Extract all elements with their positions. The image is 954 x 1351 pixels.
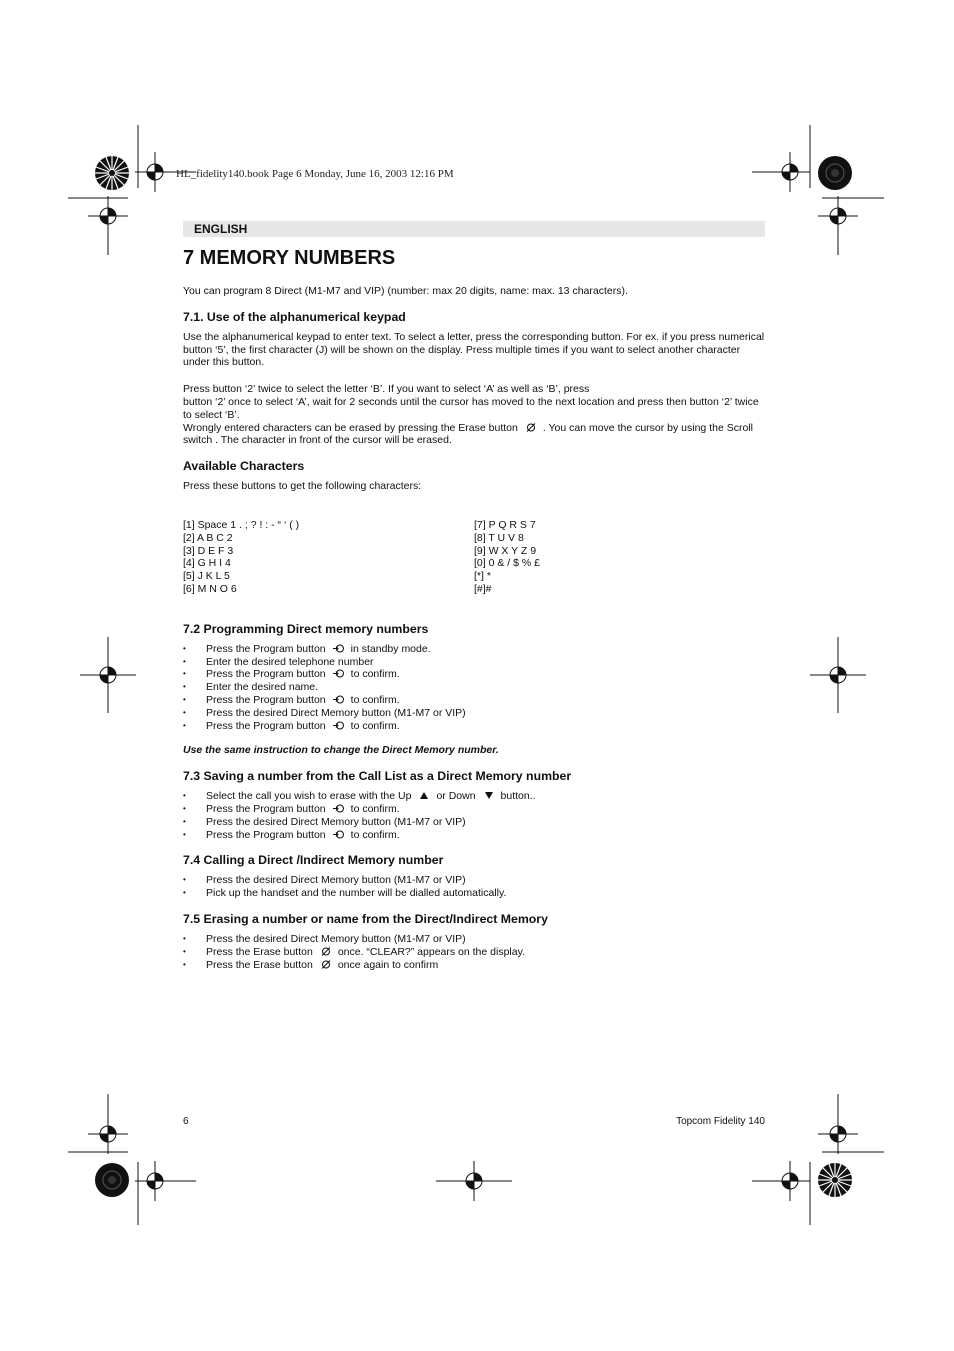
paragraph-select-b-line1: Press button ‘2’ twice to select the letter ‘B’. If you want to select ‘A’ as well as ‘B’, press bbox=[183, 383, 590, 396]
program-icon bbox=[332, 643, 346, 654]
up-arrow-icon bbox=[417, 790, 431, 801]
erase-text-a: Wrongly entered characters can be erased by pressing the Erase button bbox=[183, 421, 518, 434]
paragraph-select-b-line2: button ‘2’ once to select ‘A’, wait for 2 seconds until the cursor has moved to the next location and press then button ‘2’ twice to select ‘B’. bbox=[183, 395, 759, 421]
characters-right-column bbox=[474, 519, 765, 596]
erase-text-b: . You can move the cursor by using the Scroll switch . The character in front of the cursor will be erased. bbox=[183, 421, 753, 447]
section-heading-7-4: 7.4 Calling a Direct /Indirect Memory number bbox=[183, 853, 444, 868]
section-heading-7-5: 7.5 Erasing a number or name from the Direct/Indirect Memory bbox=[183, 911, 548, 926]
char-row: [4] G H I 4 bbox=[183, 557, 231, 570]
char-row: [1] Space 1 . ; ? ! : - “ ‘ ( ) bbox=[183, 518, 300, 531]
char-row: [2] A B C 2 bbox=[183, 531, 233, 544]
file-header: HL_fidelity140.book Page 6 Monday, June 16, 2003 12:16 PM bbox=[176, 168, 454, 180]
section-heading-7-1: 7.1. Use of the alphanumerical keypad bbox=[183, 309, 406, 324]
page-title: 7 MEMORY NUMBERS bbox=[183, 247, 396, 269]
char-row: [3] D E F 3 bbox=[183, 544, 234, 557]
paragraph-keypad: Use the alphanumerical keypad to enter text. To select a letter, press the corresponding button. For ex. if you press numerical button ‘5’, the first character (J) will be shown on the display. Press multiple times if you want to select another character under this button. bbox=[183, 330, 765, 369]
program-icon bbox=[332, 668, 346, 679]
char-row: [8] T U V 8 bbox=[474, 531, 524, 544]
char-row: [0] 0 & / $ % £ bbox=[474, 557, 540, 570]
note-change-instruction: Use the same instruction to change the Direct Memory number. bbox=[183, 744, 499, 757]
intro-text: You can program 8 Direct (M1-M7 and VIP) (number: max 20 digits, name: max. 13 characters). bbox=[183, 285, 628, 297]
page-content bbox=[183, 246, 765, 971]
program-icon bbox=[332, 694, 346, 705]
list-item: • Press the Program button in standby mode. bbox=[183, 643, 765, 656]
list-item: • Press the desired Direct Memory button (M1-M7 or VIP) bbox=[183, 874, 765, 887]
down-arrow-icon bbox=[482, 790, 496, 801]
program-icon bbox=[332, 720, 346, 731]
steps-7-2 bbox=[183, 643, 765, 733]
list-item: • Press the desired Direct Memory button (M1-M7 or VIP) bbox=[183, 816, 765, 829]
list-item: • Press the Program button to confirm. bbox=[183, 803, 765, 816]
steps-7-3 bbox=[183, 790, 765, 841]
available-desc: Press these buttons to get the following characters: bbox=[183, 480, 422, 493]
list-item: • Press the Erase button once again to confirm bbox=[183, 959, 765, 972]
char-row: [6] M N O 6 bbox=[183, 582, 237, 595]
steps-7-5 bbox=[183, 933, 765, 971]
section-heading-7-3: 7.3 Saving a number from the Call List as a Direct Memory number bbox=[183, 769, 572, 784]
erase-icon bbox=[319, 946, 333, 957]
char-row: [*] * bbox=[474, 570, 491, 583]
char-row: [7] P Q R S 7 bbox=[474, 518, 536, 531]
list-item: • Enter the desired telephone number bbox=[183, 656, 765, 669]
page-number: 6 bbox=[183, 1116, 189, 1127]
characters-left-column bbox=[183, 519, 474, 596]
list-item: • Press the Program button to confirm. bbox=[183, 720, 765, 733]
list-item: • Press the Program button to confirm. bbox=[183, 694, 765, 707]
section-heading-7-2: 7.2 Programming Direct memory numbers bbox=[183, 621, 429, 636]
characters-table bbox=[183, 519, 765, 596]
char-row: [#]# bbox=[474, 582, 492, 595]
list-item: • Press the Erase button once. “CLEAR?” appears on the display. bbox=[183, 946, 765, 959]
list-item: • Select the call you wish to erase with the Up or Down button.. bbox=[183, 790, 765, 803]
footer-product-name: Topcom Fidelity 140 bbox=[676, 1116, 765, 1127]
steps-7-4 bbox=[183, 874, 765, 900]
list-item: • Enter the desired name. bbox=[183, 681, 765, 694]
program-icon bbox=[332, 829, 346, 840]
list-item: • Press the Program button to confirm. bbox=[183, 829, 765, 842]
paragraph-erase bbox=[183, 422, 765, 448]
char-row: [5] J K L 5 bbox=[183, 570, 230, 583]
erase-icon bbox=[524, 422, 538, 433]
section-heading-available: Available Characters bbox=[183, 459, 305, 474]
erase-icon bbox=[319, 959, 333, 970]
list-item: • Pick up the handset and the number will be dialled automatically. bbox=[183, 887, 765, 900]
list-item: • Press the desired Direct Memory button (M1-M7 or VIP) bbox=[183, 933, 765, 946]
char-row: [9] W X Y Z 9 bbox=[474, 544, 537, 557]
list-item: • Press the desired Direct Memory button (M1-M7 or VIP) bbox=[183, 707, 765, 720]
program-icon bbox=[332, 803, 346, 814]
list-item: • Press the Program button to confirm. bbox=[183, 668, 765, 681]
language-bar bbox=[183, 221, 765, 237]
language-label: ENGLISH bbox=[194, 222, 248, 236]
